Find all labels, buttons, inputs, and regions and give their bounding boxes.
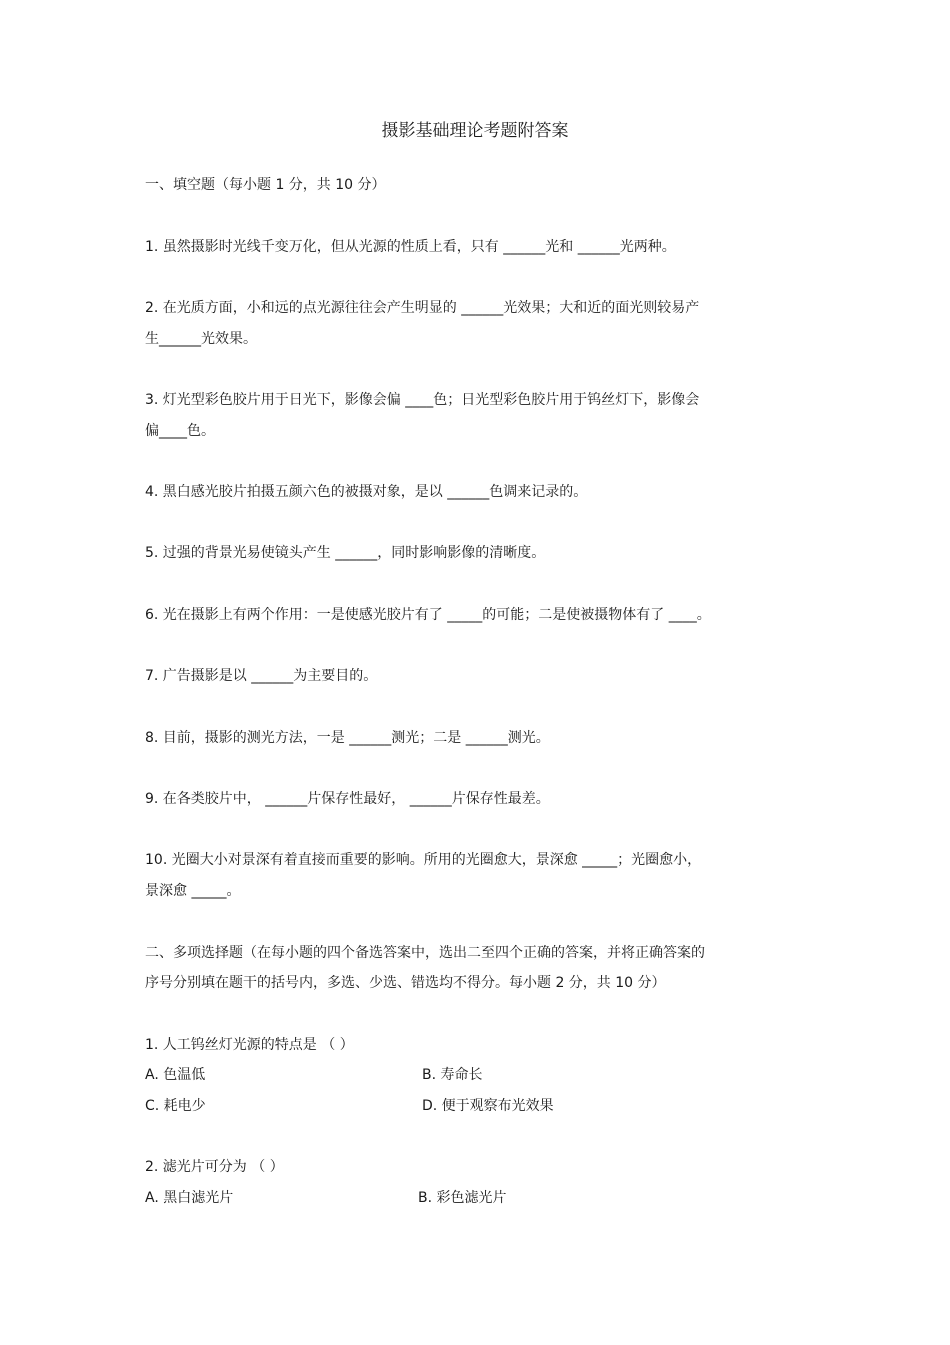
document-title: 摄影基础理论考题附答案 bbox=[381, 121, 569, 141]
question-2-1-stem: 1. 人工钨丝灯光源的特点是 （ ） bbox=[145, 1037, 354, 1053]
question-2-1-option-d: D. 便于观察布光效果 bbox=[422, 1098, 554, 1114]
question-1-8: 8. 目前，摄影的测光方法，一是 ______测光；二是 ______测光。 bbox=[145, 730, 550, 746]
question-1-9: 9. 在各类胶片中， ______片保存性最好， ______片保存性最差。 bbox=[145, 791, 550, 807]
question-1-3-line-1: 3. 灯光型彩色胶片用于日光下，影像会偏 ____色；日光型彩色胶片用于钨丝灯下，影像会 bbox=[145, 392, 700, 408]
question-1-7: 7. 广告摄影是以 ______为主要目的。 bbox=[145, 668, 378, 684]
question-1-10-line-1: 10. 光圈大小对景深有着直接而重要的影响。所用的光圈愈大，景深愈 _____；光圈愈小， bbox=[145, 852, 702, 868]
question-1-5: 5. 过强的背景光易使镜头产生 ______，同时影响影像的清晰度。 bbox=[145, 545, 546, 561]
question-1-2-line-1: 2. 在光质方面，小和远的点光源往往会产生明显的 ______光效果；大和近的面光则较易产 bbox=[145, 300, 700, 316]
question-2-2-option-a: A. 黑白滤光片 bbox=[145, 1190, 234, 1206]
question-1-6: 6. 光在摄影上有两个作用：一是使感光胶片有了 _____的可能；二是使被摄物体有了 ____。 bbox=[145, 607, 711, 623]
question-1-4: 4. 黑白感光胶片拍摄五颜六色的被摄对象，是以 ______色调来记录的。 bbox=[145, 484, 588, 500]
section-2-heading-line-1: 二、多项选择题（在每小题的四个备选答案中，选出二至四个正确的答案，并将正确答案的 bbox=[145, 945, 705, 961]
question-1-3-line-2: 偏____色。 bbox=[145, 423, 215, 439]
question-2-2-option-b: B. 彩色滤光片 bbox=[418, 1190, 507, 1206]
question-1-2-line-2: 生______光效果。 bbox=[145, 331, 257, 347]
section-1-heading: 一、填空题（每小题 1 分，共 10 分） bbox=[145, 177, 386, 193]
question-2-1-option-b: B. 寿命长 bbox=[422, 1067, 483, 1083]
question-1-1: 1. 虽然摄影时光线千变万化，但从光源的性质上看，只有 ______光和 ______光两种。 bbox=[145, 239, 676, 255]
question-1-10-line-2: 景深愈 _____。 bbox=[145, 883, 241, 899]
question-2-1-option-c: C. 耗电少 bbox=[145, 1098, 206, 1114]
section-2-heading-line-2: 序号分别填在题干的括号内，多选、少选、错选均不得分。每小题 2 分，共 10 分） bbox=[145, 975, 666, 991]
question-2-2-stem: 2. 滤光片可分为 （ ） bbox=[145, 1159, 284, 1175]
question-2-1-option-a: A. 色温低 bbox=[145, 1067, 206, 1083]
